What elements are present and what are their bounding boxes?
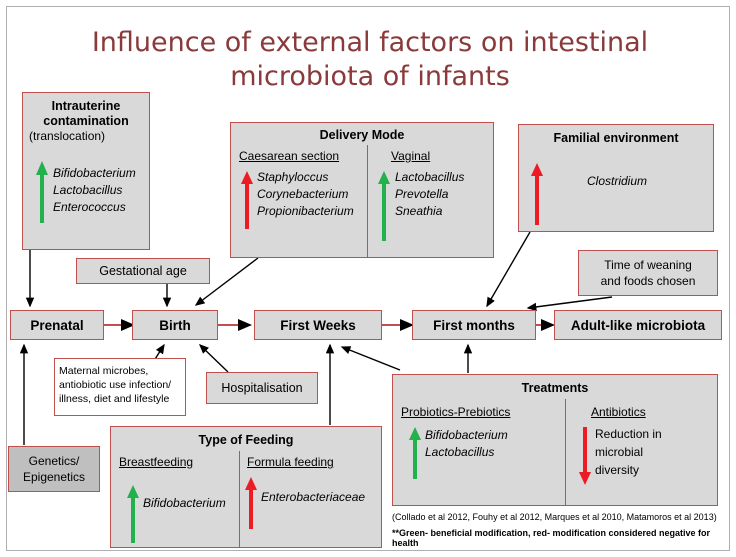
timeline-node-label: Birth: [159, 317, 191, 333]
timeline-node-first-months[interactable]: [412, 310, 536, 340]
breastfeeding-organism: Bifidobacterium: [143, 496, 226, 510]
maternal-line: antiobiotic use infection/: [59, 379, 172, 391]
feeding-heading: Type of Feeding: [198, 433, 294, 447]
antibiotics-item: microbial: [595, 445, 644, 459]
timeline-node-birth[interactable]: [132, 310, 218, 340]
timeline-node-label: First Weeks: [280, 317, 356, 333]
maternal-line: illness, diet and lifestyle: [59, 393, 170, 405]
hospitalisation-label: Hospitalisation: [221, 381, 303, 395]
treatments-column-divider: [565, 399, 566, 506]
probiotics-item: Lactobacillus: [425, 445, 495, 459]
treatments-heading: Treatments: [521, 381, 589, 395]
feeding-column-divider: [239, 451, 240, 548]
weaning-label-line2: and foods chosen: [600, 274, 696, 288]
intrauterine-contamination-box: [22, 92, 150, 250]
hospitalisation-box: [206, 372, 318, 404]
timeline-node-label: Prenatal: [30, 317, 84, 333]
familial-environment-box: [518, 124, 714, 232]
vaginal-organism: Sneathia: [395, 204, 443, 218]
breastfeeding-column-header: Breastfeeding: [119, 455, 194, 469]
formula-feeding-column-header: Formula feeding: [247, 455, 334, 469]
genetics-line1: Genetics/: [28, 454, 80, 468]
intrauterine-subheading: (translocation): [29, 129, 106, 143]
timeline-node-adult-like-microbiota[interactable]: [554, 310, 722, 340]
vaginal-column-header: Vaginal: [391, 149, 431, 163]
intrauterine-heading-line2: contamination: [43, 114, 129, 128]
gestational-age-box: [76, 258, 210, 284]
green-up-arrow: [35, 161, 49, 223]
probiotics-column-header: Probiotics-Prebiotics: [401, 405, 511, 419]
green-up-arrow: [409, 427, 422, 479]
page-title: Influence of external factors on intestinal microbiota of infants: [91, 27, 649, 92]
probiotics-item: Bifidobacterium: [425, 428, 508, 442]
caesarean-column-header: Caesarean section: [239, 149, 340, 163]
red-up-arrow: [531, 163, 544, 225]
red-down-arrow: [579, 427, 592, 485]
antibiotics-column-header: Antibiotics: [591, 405, 646, 419]
weaning-box: [578, 250, 718, 296]
delivery-column-divider: [367, 145, 368, 258]
antibiotics-item: diversity: [595, 463, 640, 477]
caesarean-organism: Staphyloccus: [257, 170, 329, 184]
type-of-feeding-box: [110, 426, 382, 548]
intrauterine-organism: Bifidobacterium: [53, 166, 136, 180]
treatments-box: [392, 374, 718, 506]
maternal-line: Maternal microbes,: [59, 365, 149, 377]
timeline-node-first-weeks[interactable]: [254, 310, 382, 340]
genetics-epigenetics-box: [8, 446, 100, 492]
red-up-arrow: [245, 477, 258, 529]
timeline-node-prenatal[interactable]: [10, 310, 104, 340]
intrauterine-organism: Enterococcus: [53, 200, 126, 214]
timeline-node-label: Adult-like microbiota: [570, 317, 706, 333]
legend-note: [392, 528, 728, 548]
timeline-node-label: First months: [433, 317, 515, 333]
references-note: (Collado et al 2012, Fouhy et al 2012, Marques et al 2010, Matamoros et al 2013): [392, 512, 717, 522]
familial-heading: Familial environment: [553, 131, 679, 145]
delivery-mode-heading: Delivery Mode: [319, 128, 405, 142]
weaning-label-line1: Time of weaning: [604, 258, 692, 272]
gestational-age-label: Gestational age: [99, 264, 187, 278]
vaginal-organism: Prevotella: [395, 187, 449, 201]
formula-feeding-organism: Enterobacteriaceae: [261, 490, 366, 504]
green-up-arrow: [127, 485, 140, 543]
delivery-mode-box: [230, 122, 494, 258]
genetics-line2: Epigenetics: [22, 470, 86, 484]
intrauterine-heading-line1: Intrauterine: [51, 99, 121, 113]
maternal-microbes-box: [54, 358, 186, 416]
green-up-arrow: [378, 171, 391, 241]
caesarean-organism: Corynebacterium: [257, 187, 349, 201]
vaginal-organism: Lactobacillus: [395, 170, 465, 184]
caesarean-organism: Propionibacterium: [257, 204, 354, 218]
antibiotics-item: Reduction in: [595, 427, 662, 441]
red-up-arrow: [241, 171, 254, 229]
legend-note-text: **Green- beneficial modification, red- modification considered negative for health: [392, 528, 711, 548]
familial-organism: Clostridium: [587, 174, 648, 188]
intrauterine-organism: Lactobacillus: [53, 183, 123, 197]
